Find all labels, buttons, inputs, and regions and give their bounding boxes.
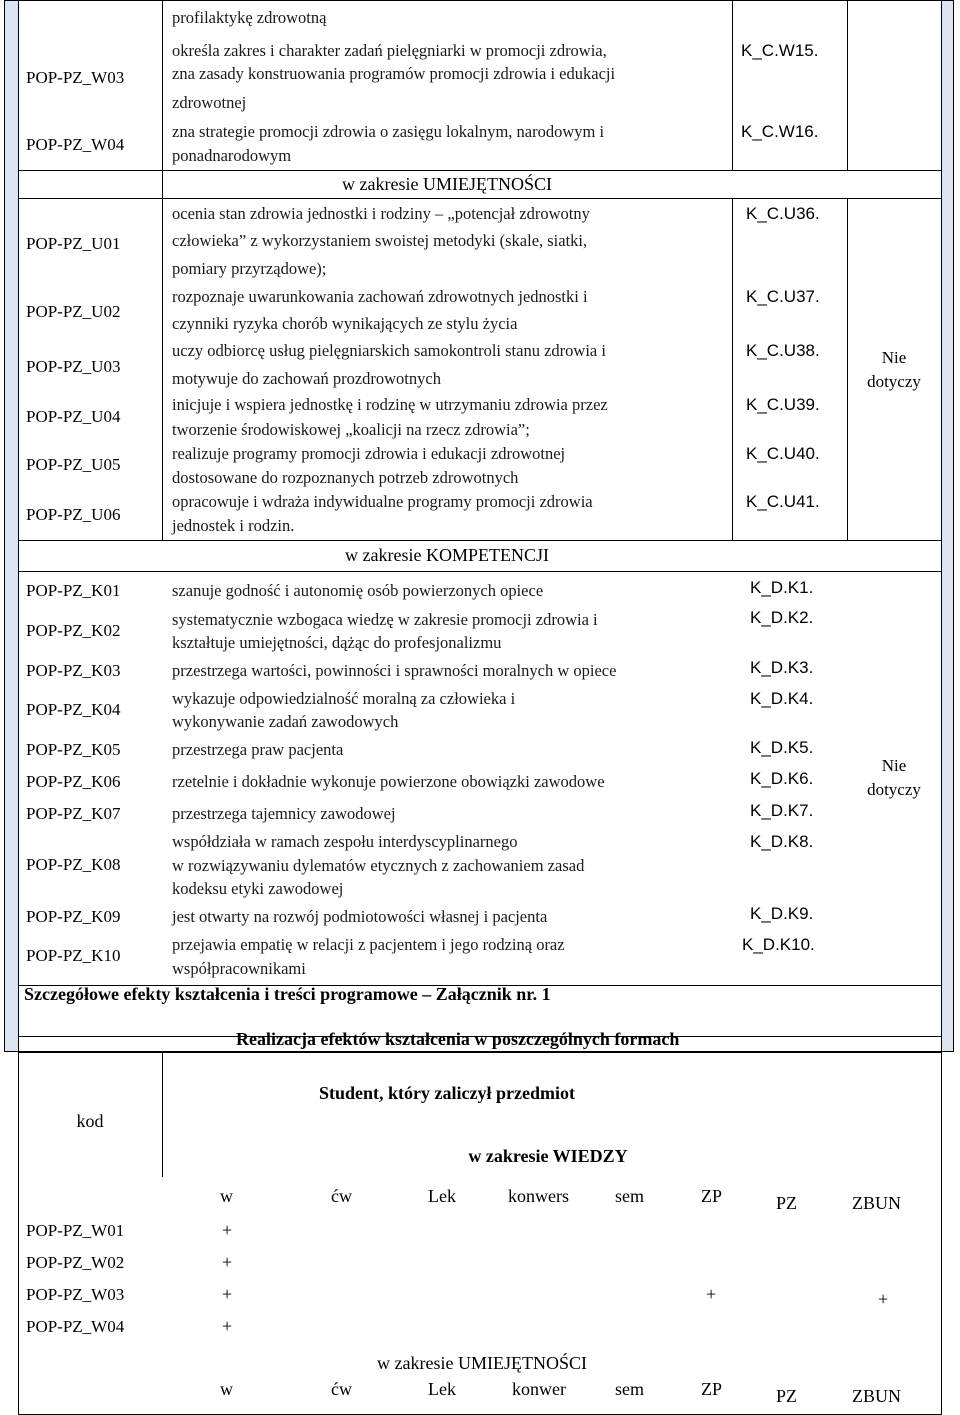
column-header: ćw <box>331 1379 352 1399</box>
outcome-description: kształtuje umiejętności, dążąc do profesjonalizmu <box>172 633 502 652</box>
outcome-description: kodeksu etyki zawodowej <box>172 879 344 898</box>
column-header: ZP <box>701 1186 723 1206</box>
not-applicable-label: dotyczy <box>867 780 921 799</box>
row-description: profilaktykę zdrowotną <box>172 8 327 27</box>
outcome-description: wykonywanie zadań zawodowych <box>172 712 399 731</box>
outcome-description: uczy odbiorcę usług pielęgniarskich samokontroli stanu zdrowia i <box>172 341 606 360</box>
outcome-description: przestrzega tajemnicy zawodowej <box>172 804 396 823</box>
outcome-reference: K_C.U40. <box>746 444 820 463</box>
column-header: sem <box>615 1186 644 1206</box>
outcome-description: pomiary przyrządowe); <box>172 259 327 278</box>
outcome-code: POP-PZ_K08 <box>26 855 121 874</box>
outcome-description: przestrzega praw pacjenta <box>172 740 344 759</box>
outcome-reference: K_C.U38. <box>746 341 820 360</box>
outcome-reference: K_D.K10. <box>742 935 815 954</box>
outcome-description: ocenia stan zdrowia jednostki i rodziny – „potencjał zdrowotny <box>172 204 590 223</box>
outcome-reference: K_D.K6. <box>750 769 814 788</box>
outcome-description: człowieka” z wykorzystaniem swoistej metodyki (skale, siatki, <box>172 231 588 250</box>
outcome-description: opracowuje i wdraża indywidualne programy promocji zdrowia <box>172 492 593 511</box>
outcome-code: POP-PZ_W04 <box>26 1317 125 1336</box>
realization-forms-table <box>4 1052 954 1415</box>
outcome-code: POP-PZ_K01 <box>26 581 121 600</box>
outcome-code: POP-PZ_W02 <box>26 1253 125 1272</box>
outcome-reference: K_C.U37. <box>746 287 820 306</box>
outcome-code: POP-PZ_U05 <box>26 455 121 474</box>
outcome-code: POP-PZ_W04 <box>26 135 125 154</box>
learning-outcomes-table <box>4 0 954 1052</box>
outcome-code: POP-PZ_U01 <box>26 234 121 253</box>
column-header: konwer <box>512 1379 566 1399</box>
column-header: sem <box>615 1379 644 1399</box>
mark-w: + <box>222 1252 233 1272</box>
column-header: ZP <box>701 1379 723 1399</box>
outcome-reference: K_C.U41. <box>746 492 820 511</box>
outcome-description: dostosowane do rozpoznanych potrzeb zdrowotnych <box>172 468 519 487</box>
realization-heading: Realizacja efektów kształcenia w poszczególnych formach <box>236 1029 680 1049</box>
outcome-description: przejawia empatię w relacji z pacjentem i jego rodziną oraz <box>172 935 565 954</box>
outcome-description: współpracownikami <box>172 959 306 978</box>
outcome-description: w rozwiązywaniu dylematów etycznych z zachowaniem zasad <box>172 856 585 875</box>
outcome-code: POP-PZ_K07 <box>26 804 121 823</box>
outcome-code: POP-PZ_U03 <box>26 357 121 376</box>
mark-w: + <box>222 1220 233 1240</box>
outcome-reference: K_D.K3. <box>750 658 814 677</box>
outcome-reference: K_D.K4. <box>750 689 814 708</box>
outcome-description: ponadnarodowym <box>172 146 292 165</box>
column-header: w <box>220 1186 233 1206</box>
outcome-description: jednostek i rodzin. <box>172 516 295 535</box>
outcome-description: inicjuje i wspiera jednostkę i rodzinę w utrzymaniu zdrowia przez <box>172 395 608 414</box>
outcome-code: POP-PZ_K06 <box>26 772 121 791</box>
column-header: ZBUN <box>852 1193 901 1213</box>
outcome-code: POP-PZ_U06 <box>26 505 121 524</box>
section-header-knowledge: w zakresie WIEDZY <box>468 1146 628 1166</box>
outcome-code: POP-PZ_K09 <box>26 907 121 926</box>
outcome-description: współdziała w ramach zespołu interdyscyplinarnego <box>172 832 518 851</box>
outcome-reference: K_D.K2. <box>750 608 814 627</box>
outcome-description: wykazuje odpowiedzialność moralną za człowieka i <box>172 689 516 708</box>
outcome-code: POP-PZ_K10 <box>26 946 121 965</box>
outcome-description: zna strategie promocji zdrowia o zasięgu lokalnym, narodowym i <box>172 122 605 141</box>
outcome-description: realizuje programy promocji zdrowia i edukacji zdrowotnej <box>172 444 566 463</box>
outcome-reference: K_D.K9. <box>750 904 814 923</box>
outcome-description: motywuje do zachowań prozdrowotnych <box>172 369 441 388</box>
column-header: PZ <box>776 1386 798 1406</box>
outcome-description: zna zasady konstruowania programów promocji zdrowia i edukacji <box>172 64 616 83</box>
outcome-description: czynniki ryzyka chorób wynikających ze stylu życia <box>172 314 518 333</box>
column-header: konwers <box>508 1186 569 1206</box>
details-heading: Szczegółowe efekty kształcenia i treści programowe – Załącznik nr. 1 <box>24 984 551 1004</box>
table-inner-panel <box>18 0 941 1052</box>
outcome-code: POP-PZ_U04 <box>26 407 121 426</box>
outcome-code: POP-PZ_U02 <box>26 302 121 321</box>
column-header: Lek <box>428 1379 456 1399</box>
outcome-reference: K_D.K5. <box>750 738 814 757</box>
kod-header: kod <box>76 1111 104 1131</box>
student-header: Student, który zaliczył przedmiot <box>319 1083 575 1103</box>
outcome-reference: K_C.W16. <box>741 122 819 141</box>
outcome-reference: K_C.W15. <box>741 41 819 60</box>
mark-w: + <box>222 1284 233 1304</box>
outcome-code: POP-PZ_K02 <box>26 621 121 640</box>
mark-w: + <box>222 1316 233 1336</box>
section-header-skills: w zakresie UMIEJĘTNOŚCI <box>342 174 552 194</box>
outcome-code: POP-PZ_W03 <box>26 68 125 87</box>
outcome-code: POP-PZ_K05 <box>26 740 121 759</box>
outcome-description: zdrowotnej <box>172 93 247 112</box>
column-header: w <box>220 1379 233 1399</box>
not-applicable-label: Nie <box>881 348 907 367</box>
outcome-reference: K_D.K8. <box>750 832 814 851</box>
not-applicable-label: dotyczy <box>867 372 921 391</box>
mark-zp: + <box>706 1284 717 1304</box>
outcome-code: POP-PZ_W03 <box>26 1285 125 1304</box>
section-header-competences: w zakresie KOMPETENCJI <box>345 545 549 565</box>
outcome-description: jest otwarty na rozwój podmiotowości własnej i pacjenta <box>172 907 548 926</box>
outcome-description: tworzenie środowiskowej „koalicji na rzecz zdrowia”; <box>172 420 530 439</box>
outcome-reference: K_C.U36. <box>746 204 820 223</box>
outcome-description: przestrzega wartości, powinności i sprawności moralnych w opiece <box>172 661 617 680</box>
outcome-description: systematycznie wzbogaca wiedzę w zakresie promocji zdrowia i <box>172 610 598 629</box>
not-applicable-label: Nie <box>881 756 907 775</box>
outcome-reference: K_C.U39. <box>746 395 820 414</box>
outcome-description: szanuje godność i autonomię osób powierzonych opiece <box>172 581 544 600</box>
outcome-code: POP-PZ_K04 <box>26 700 121 719</box>
outcome-description: określa zakres i charakter zadań pielęgniarki w promocji zdrowia, <box>172 41 607 60</box>
section-header-skills: w zakresie UMIEJĘTNOŚCI <box>377 1353 587 1373</box>
mark-zbun: + <box>878 1289 889 1309</box>
outcome-reference: K_D.K7. <box>750 801 814 820</box>
column-header: ćw <box>331 1186 352 1206</box>
outcome-description: rozpoznaje uwarunkowania zachowań zdrowotnych jednostki i <box>172 287 588 306</box>
column-header: ZBUN <box>852 1386 901 1406</box>
outcome-code: POP-PZ_W01 <box>26 1221 125 1240</box>
outcome-description: rzetelnie i dokładnie wykonuje powierzone obowiązki zawodowe <box>172 772 605 791</box>
column-header: PZ <box>776 1193 798 1213</box>
outcome-reference: K_D.K1. <box>750 578 814 597</box>
outcome-code: POP-PZ_K03 <box>26 661 121 680</box>
column-header: Lek <box>428 1186 456 1206</box>
